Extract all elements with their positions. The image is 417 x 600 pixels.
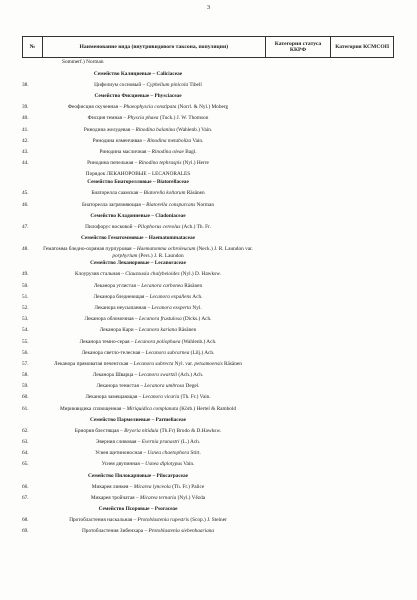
family-heading: Семейство Калициевые – Caliciaceae bbox=[93, 71, 183, 77]
species-name bbox=[42, 484, 254, 491]
species-author: (Lilj.) Ach. bbox=[189, 349, 215, 356]
table-row bbox=[22, 406, 394, 416]
species-russian-name: Леканора тенистая – bbox=[96, 383, 145, 390]
species-number: 43. bbox=[22, 148, 29, 155]
table-row bbox=[22, 372, 394, 382]
family-heading: Семейство Пармелиевые – Parmeliaceae bbox=[90, 416, 186, 423]
species-russian-name: Леканора обломочная – bbox=[84, 316, 139, 323]
species-author: (L.) Ach. bbox=[179, 439, 201, 446]
species-author: Räsänen bbox=[176, 327, 197, 334]
species-author: (Neck.) J. R. Laundon var. bbox=[195, 245, 253, 252]
species-russian-name: Ринодина масличная – bbox=[99, 148, 152, 155]
species-name bbox=[42, 350, 254, 357]
species-name bbox=[42, 160, 254, 167]
species-name bbox=[42, 372, 254, 379]
table-row bbox=[22, 339, 394, 349]
species-latin-name: Rinodina tephraspis bbox=[138, 160, 182, 167]
species-author: Bagl. bbox=[183, 148, 197, 155]
species-author: Nyl. bbox=[191, 304, 202, 311]
species-name bbox=[42, 394, 254, 401]
species-latin-name: Lecanora vicaria bbox=[142, 394, 180, 401]
species-russian-name: Мириквидика сплющенная – bbox=[59, 405, 127, 412]
species-number: 50. bbox=[22, 282, 29, 289]
species-name bbox=[42, 361, 254, 368]
species-russian-name: Леканора прямоватая печенгская – bbox=[54, 360, 134, 367]
species-author: Norman bbox=[195, 201, 214, 208]
species-number: 66. bbox=[22, 483, 29, 490]
species-number: 61. bbox=[22, 405, 29, 412]
species-name bbox=[42, 138, 254, 145]
table-row bbox=[22, 202, 394, 212]
page-number: 3 bbox=[206, 4, 211, 11]
table-header bbox=[22, 36, 394, 58]
table-row bbox=[22, 428, 394, 438]
species-number: 39. bbox=[22, 104, 29, 111]
species-variety-name: petsamoensis bbox=[194, 360, 223, 367]
species-author: Räsänen bbox=[182, 282, 203, 289]
table-row bbox=[22, 271, 394, 281]
species-latin-name: Biatorella conspurcans bbox=[146, 201, 196, 208]
species-russian-name: Цифелиум сосновый – bbox=[94, 82, 147, 88]
species-author: (Th.Fr) Brodo & D.Hawksw. bbox=[158, 427, 222, 434]
species-number: 47. bbox=[22, 223, 29, 230]
species-name bbox=[42, 294, 254, 301]
species-variety-name: porphyrium bbox=[112, 252, 138, 259]
table-row bbox=[22, 461, 394, 471]
family-heading: Семейство Леканоровые – Lecanoraceae bbox=[90, 260, 186, 267]
species-name bbox=[42, 246, 254, 259]
species-latin-name: Rinodina balanina bbox=[135, 126, 176, 133]
species-author: Vain. bbox=[182, 461, 195, 468]
species-author: (Nyl.) D. Hawksw. bbox=[179, 271, 222, 278]
table-row bbox=[22, 160, 394, 170]
species-latin-name: Micarea lynceola bbox=[133, 483, 171, 490]
species-latin-name: Evernia prunastri bbox=[141, 439, 180, 446]
table-row bbox=[22, 383, 394, 393]
species-author: (Norrl. & Nyl.) Moberg bbox=[176, 104, 229, 111]
species-russian-name: Ринодина желудевая – bbox=[83, 126, 136, 133]
species-author: Vain. bbox=[191, 137, 204, 144]
table-row bbox=[22, 104, 394, 114]
table-body bbox=[22, 59, 394, 539]
species-latin-name: Lecanora expallens bbox=[149, 293, 192, 300]
table-row bbox=[22, 361, 394, 371]
species-russian-name: Эверния сливовая – bbox=[95, 439, 142, 446]
continuation-text: Sommerf.) Norman bbox=[62, 59, 104, 65]
species-name bbox=[42, 283, 254, 290]
species-name bbox=[42, 224, 254, 231]
species-russian-name: Леканора неусыпанная – bbox=[94, 304, 152, 311]
species-latin-name: Miriquidica complanata bbox=[126, 405, 179, 412]
species-russian-name: Леканора темно-серая – bbox=[79, 338, 135, 345]
species-number: 40. bbox=[22, 115, 29, 122]
species-name bbox=[42, 82, 254, 89]
species-latin-name: Usnea diplotypus bbox=[145, 461, 183, 468]
species-russian-name: Клоурузия стальная – bbox=[74, 271, 126, 278]
species-name bbox=[42, 305, 254, 312]
species-latin-name: Lecanora frustulosa bbox=[138, 316, 182, 323]
species-russian-name: Пилофорус восковой – bbox=[85, 223, 138, 230]
family-heading: Семейство Кладониевые – Cladoniaceae bbox=[90, 212, 186, 219]
species-russian-name: Феофисция скученная – bbox=[67, 104, 124, 111]
species-author: (Dicks.) Ach. bbox=[181, 316, 212, 323]
species-name bbox=[42, 202, 254, 209]
species-number: 42. bbox=[22, 137, 29, 144]
table-row bbox=[22, 484, 394, 494]
species-name bbox=[42, 327, 254, 334]
species-latin-name: Bryoria nitidula bbox=[124, 427, 159, 434]
species-name bbox=[42, 316, 254, 323]
family-heading: Семейство Фисциевые – Physciaceae bbox=[94, 93, 182, 100]
species-latin-name: Haematomma ochroleucum bbox=[136, 245, 196, 252]
table-row bbox=[22, 138, 394, 148]
species-russian-name: Бриория блестящая – bbox=[74, 427, 125, 434]
species-number: 57. bbox=[22, 360, 29, 367]
species-latin-name: Phaeophyscia constipata bbox=[123, 104, 177, 111]
species-russian-name: Ринодина изменчивая – bbox=[92, 137, 148, 144]
species-author: (Nyl.) Vězda bbox=[176, 494, 206, 501]
species-latin-name: Lecanora subrecta bbox=[133, 360, 174, 367]
species-name bbox=[42, 115, 254, 122]
table-row bbox=[22, 495, 394, 505]
table-row bbox=[22, 394, 394, 404]
species-name bbox=[42, 428, 254, 435]
species-author: Räsänen bbox=[185, 190, 205, 197]
species-name bbox=[42, 517, 254, 524]
species-number: 46. bbox=[22, 201, 29, 208]
species-latin-name: Lecanora kariana bbox=[138, 327, 177, 334]
species-russian-name: Микарея линкея – bbox=[91, 483, 134, 490]
species-number: 62. bbox=[22, 427, 29, 434]
species-russian-name: Гематомма бледно-охряная пурпуровая – bbox=[43, 245, 137, 252]
species-author: Stirt. bbox=[189, 450, 201, 457]
species-number: 67. bbox=[22, 494, 29, 501]
table-row bbox=[22, 246, 394, 259]
species-name bbox=[42, 104, 254, 111]
species-number: 51. bbox=[22, 293, 29, 300]
table-row bbox=[22, 149, 394, 159]
species-variety-author: Räsänen bbox=[222, 360, 242, 367]
table-row bbox=[22, 82, 394, 92]
species-russian-name: Биаторелла саамская – bbox=[91, 190, 144, 197]
species-latin-name: Lecanora carbonea bbox=[141, 282, 183, 289]
species-author: (Th. Fr.) Vain. bbox=[179, 394, 211, 401]
species-latin-name: Lecanora swartzii bbox=[138, 372, 178, 379]
species-name bbox=[42, 406, 254, 413]
rows-container bbox=[22, 71, 394, 538]
species-latin-name: Lecanora subcarnea bbox=[145, 349, 190, 356]
species-number: 56. bbox=[22, 349, 29, 356]
table-row bbox=[22, 190, 394, 200]
species-author: (Ach.) Th. Fr. bbox=[180, 223, 211, 230]
table-row bbox=[22, 528, 394, 538]
table-row bbox=[22, 115, 394, 125]
species-russian-name: Фисция темная – bbox=[87, 115, 128, 122]
species-russian-name: Леканора Кари – bbox=[99, 327, 139, 334]
table-row bbox=[22, 316, 394, 326]
species-number: 41. bbox=[22, 126, 29, 133]
species-russian-name: Уснея двупинная – bbox=[101, 461, 146, 468]
species-latin-name: Rinodina metaboliza bbox=[147, 137, 192, 144]
table-row bbox=[22, 283, 394, 293]
species-latin-name: Protoblastenia siebenhaariana bbox=[148, 528, 215, 535]
species-author: (Wahlenb.) Ach. bbox=[180, 338, 217, 345]
species-russian-name: Леканора светло-телесная – bbox=[81, 349, 146, 356]
species-latin-name: Usnea chaetophora bbox=[147, 450, 190, 457]
species-name bbox=[42, 190, 254, 197]
species-author: (Körb.) Hertel & Rambold bbox=[178, 405, 237, 412]
table-row bbox=[22, 294, 394, 304]
species-name bbox=[42, 271, 254, 278]
species-author: (Tuck.) J. W. Thomson bbox=[158, 115, 209, 122]
species-number: 58. bbox=[22, 372, 29, 379]
order-heading: Порядок ЛЕКАНОРОВЫЕ – LECANORALES bbox=[85, 171, 191, 178]
species-number: 38. bbox=[22, 82, 29, 88]
table-row bbox=[22, 224, 394, 234]
species-latin-name: Biatorella koltarum bbox=[143, 190, 186, 197]
species-author: (Th. Fr.) Palice bbox=[170, 483, 205, 490]
table-row bbox=[22, 327, 394, 337]
species-number: 68. bbox=[22, 516, 29, 523]
species-latin-name: Micarea ternaria bbox=[139, 494, 177, 501]
table-row bbox=[22, 127, 394, 137]
species-russian-name: Микарея тройчатая – bbox=[90, 494, 140, 501]
species-name bbox=[42, 439, 254, 446]
species-number: 64. bbox=[22, 450, 29, 457]
species-author: Degel. bbox=[184, 383, 200, 390]
species-author: Tibell bbox=[188, 82, 202, 88]
species-latin-name: Pilophorus cereolus bbox=[137, 223, 181, 230]
header-ksmsop: Категория КСМСОП bbox=[335, 43, 390, 50]
species-name bbox=[42, 461, 254, 468]
species-author: (Wahlenb.) Vain. bbox=[175, 126, 213, 133]
species-name bbox=[42, 339, 254, 346]
species-number: 52. bbox=[22, 304, 29, 311]
species-russian-name: Леканора замещающая – bbox=[85, 394, 143, 401]
species-number: 60. bbox=[22, 394, 29, 401]
header-num: № bbox=[23, 37, 43, 57]
species-author: (Scop.) J. Steiner bbox=[189, 516, 227, 523]
species-latin-name: Lecanora exsperta bbox=[151, 304, 192, 311]
species-number: 59. bbox=[22, 383, 29, 390]
species-number: 54. bbox=[22, 327, 29, 334]
species-number: 44. bbox=[22, 160, 29, 167]
family-heading: Семейство Биаторелловые – Biatorellaceae bbox=[87, 179, 189, 186]
species-number: 45. bbox=[22, 190, 29, 197]
species-author: Nyl. var. bbox=[173, 360, 195, 367]
species-latin-name: Clauzousia chalybeioides bbox=[125, 271, 180, 278]
species-latin-name: Rinodina oleae bbox=[151, 148, 184, 155]
header-name: Наименование вида (внутривидового таксона, популяции) bbox=[43, 37, 266, 57]
species-russian-name: Леканора бледнеющая – bbox=[93, 293, 150, 300]
species-russian-name: Леканора углистая – bbox=[93, 282, 142, 289]
species-name bbox=[42, 495, 254, 502]
species-russian-name: Уснея щетиноносная – bbox=[95, 450, 148, 457]
species-number: 69. bbox=[22, 528, 29, 535]
species-name bbox=[42, 528, 254, 535]
species-latin-name: Lecanora umbrosa bbox=[144, 383, 185, 390]
species-russian-name: Протобластения Зибенхара – bbox=[81, 528, 149, 535]
species-latin-name: Physcia phaea bbox=[127, 115, 159, 122]
species-name bbox=[42, 149, 254, 156]
species-latin-name: Protoblastenia rupestris bbox=[137, 516, 189, 523]
species-name bbox=[42, 450, 254, 457]
species-latin-name: Lecanora poliophaea bbox=[134, 338, 181, 345]
table-row bbox=[22, 305, 394, 315]
species-name bbox=[42, 383, 254, 390]
species-number: 63. bbox=[22, 439, 29, 446]
family-heading: Семейство Псоровые – Psoraceae bbox=[98, 505, 178, 512]
species-number: 65. bbox=[22, 461, 29, 468]
species-number: 55. bbox=[22, 338, 29, 345]
table-row bbox=[22, 450, 394, 460]
species-author: Ach. bbox=[191, 293, 203, 300]
species-russian-name: Леканора Шварца – bbox=[92, 372, 139, 379]
family-heading: Семейство Гематоммовые – Haematommataceae bbox=[81, 234, 195, 241]
header-kkrf: Категория статуса ККРФ bbox=[266, 37, 332, 57]
species-russian-name: Биаторелла загрязняющая – bbox=[81, 201, 147, 208]
species-russian-name: Протобластения наскальная – bbox=[69, 516, 138, 523]
species-russian-name: Ринодина пепельная – bbox=[87, 160, 139, 167]
table-row bbox=[22, 517, 394, 527]
species-variety-author: (Pers.) J. R. Laundon bbox=[137, 252, 184, 259]
species-number: 48. bbox=[22, 245, 29, 252]
species-author: (Ach.) Ach. bbox=[177, 372, 204, 379]
family-heading: Семейство Пилокарповые – Pilocarpaceae bbox=[87, 472, 189, 479]
species-latin-name: Cyphelium pinicola bbox=[146, 82, 189, 88]
species-number: 53. bbox=[22, 316, 29, 323]
species-name bbox=[42, 127, 254, 134]
table-row bbox=[22, 350, 394, 360]
species-number: 49. bbox=[22, 271, 29, 278]
species-author: (Nyl.) Herre bbox=[181, 160, 209, 167]
table-row bbox=[22, 439, 394, 449]
